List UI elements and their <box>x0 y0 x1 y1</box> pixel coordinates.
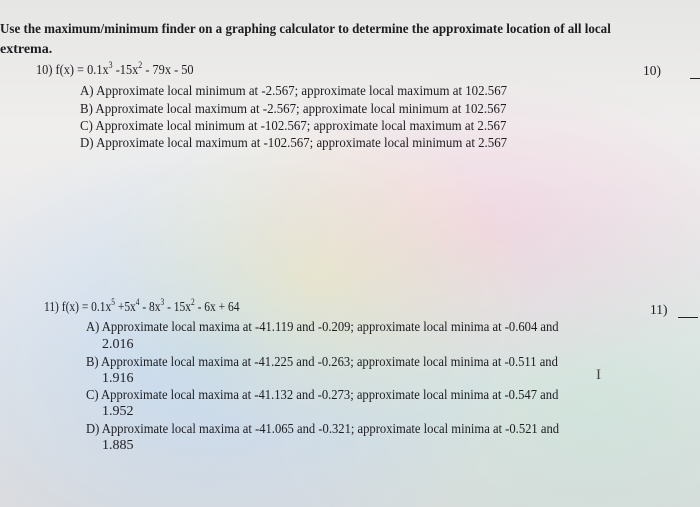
instructions-line-1: Use the maximum/minimum finder on a graphing calculator to determine the approximate location of all local <box>0 22 611 37</box>
option-11-d[interactable]: D) Approximate local maxima at -41.065 and -0.321; approximate local minima at -0.521 and <box>86 422 560 437</box>
function-part: - 8x <box>139 300 161 315</box>
function-part: f(x) = 0.1x <box>55 63 109 78</box>
question-number: 11) <box>44 300 59 315</box>
function-part: +5x <box>114 300 136 315</box>
option-11-a-cont: 2.016 <box>102 337 134 352</box>
option-10-d[interactable]: D) Approximate local maximum at -102.567; approximate local minimum at 2.567 <box>80 136 508 151</box>
function-part: -15x <box>112 63 139 78</box>
answer-blank-10[interactable] <box>690 78 700 79</box>
text-cursor-icon: I <box>596 367 601 383</box>
option-11-d-cont: 1.885 <box>102 438 134 453</box>
answer-label-10: 10) <box>643 63 661 78</box>
exponent: 4 <box>135 297 140 307</box>
answer-blank-11[interactable] <box>678 317 698 318</box>
exponent: 2 <box>191 297 195 307</box>
exponent: 2 <box>138 60 143 70</box>
function-part: - 79x - 50 <box>142 63 194 78</box>
option-11-a[interactable]: A) Approximate local maxima at -41.119 and -0.209; approximate local minima at -0.604 and <box>86 320 559 335</box>
option-10-a[interactable]: A) Approximate local minimum at -2.567; approximate local maximum at 102.567 <box>80 84 508 99</box>
option-11-b[interactable]: B) Approximate local maxima at -41.225 and -0.263; approximate local minima at -0.511 and <box>86 355 558 370</box>
option-11-c[interactable]: C) Approximate local maxima at -41.132 and -0.273; approximate local minima at -0.547 and <box>86 388 559 403</box>
instructions-line-2: extrema. <box>0 42 53 57</box>
exponent: 3 <box>108 60 113 70</box>
exponent: 5 <box>111 297 115 307</box>
function-part: - 6x + 64 <box>194 300 240 315</box>
question-11-stem <box>44 297 240 316</box>
exponent: 3 <box>160 297 165 307</box>
question-number: 10) <box>36 63 53 78</box>
function-part: f(x) = 0.1x <box>61 300 112 315</box>
answer-label-11: 11) <box>650 302 668 317</box>
option-11-b-cont: 1.916 <box>102 371 134 386</box>
question-10-stem <box>36 60 194 79</box>
option-10-b[interactable]: B) Approximate local maximum at -2.567; approximate local minimum at 102.567 <box>80 102 507 117</box>
option-11-c-cont: 1.952 <box>102 404 134 419</box>
option-10-c[interactable]: C) Approximate local minimum at -102.567; approximate local maximum at 2.567 <box>80 119 507 134</box>
function-part: - 15x <box>164 300 192 315</box>
